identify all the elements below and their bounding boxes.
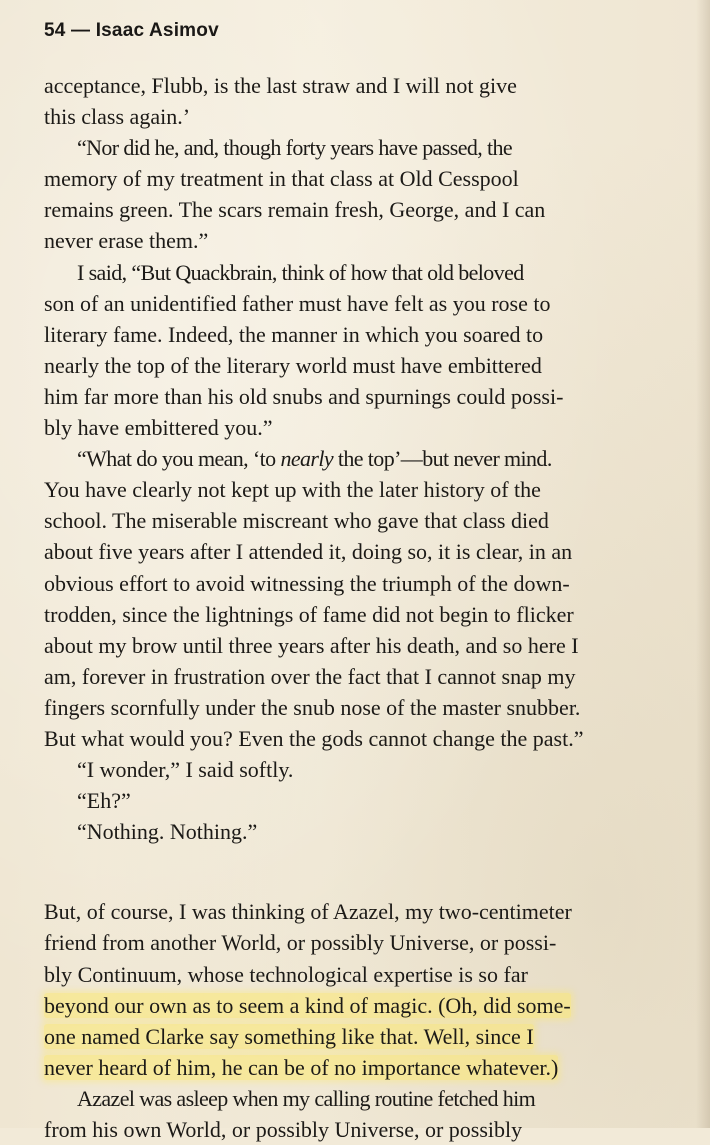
text-line: am, forever in frustration over the fact that I cannot snap my (44, 663, 576, 689)
text-line: Azazel was asleep when my calling routine fetched him (77, 1085, 536, 1111)
text-line: never erase them.” (44, 228, 209, 254)
text-line: from his own World, or possibly Universe, or possibly (44, 1117, 523, 1142)
text-line: about my brow until three years after his death, and so here I (44, 632, 579, 658)
text-line: “What do you mean, ‘to nearly the top’—but never mind. (77, 446, 552, 472)
highlighted-text-line (44, 1021, 664, 1052)
text-line: bly have embittered you.” (44, 415, 273, 441)
text-line: this class again.’ (44, 104, 191, 130)
text-line: him far more than his old snubs and spurnings could possi- (44, 383, 564, 409)
text-line: acceptance, Flubb, is the last straw and I will not give (44, 73, 517, 98)
text-line: school. The miserable miscreant who gave that class died (44, 508, 549, 534)
text-line: remains green. The scars remain fresh, George, and I can (44, 197, 546, 223)
text-line: memory of my treatment in that class at Old Cesspool (44, 166, 519, 192)
text-line: I said, “But Quackbrain, think of how that old beloved (77, 259, 524, 285)
text-line: obvious effort to avoid witnessing the triumph of the down- (44, 570, 570, 596)
section-break (44, 847, 664, 896)
text-line: bly Continuum, whose technological expertise is so far (44, 961, 528, 987)
highlighted-text-line (44, 990, 664, 1021)
text-line: “Eh?” (77, 788, 131, 814)
text-line: But, of course, I was thinking of Azazel, my two-centimeter (44, 899, 572, 925)
text-line: literary fame. Indeed, the manner in which you soared to (44, 321, 544, 347)
text-line: fingers scornfully under the snub nose of the master snubber. (44, 694, 581, 720)
text-line: nearly the top of the literary world must have embittered (44, 352, 542, 378)
text-line: But what would you? Even the gods cannot change the past.” (44, 725, 584, 751)
text-line: “Nor did he, and, though forty years have passed, the (77, 135, 512, 161)
text-line: son of an unidentified father must have felt as you rose to (44, 290, 551, 316)
highlight-mark: one named Clarke say something like that. Well, since I (44, 1023, 534, 1049)
highlight-mark: beyond our own as to seem a kind of magic. (Oh, did some- (44, 992, 571, 1018)
highlighted-text-line (44, 1052, 664, 1083)
text-line: friend from another World, or possibly Universe, or possi- (44, 930, 557, 956)
text-line: about five years after I attended it, doing so, it is clear, in an (44, 539, 573, 565)
text-line: You have clearly not kept up with the later history of the (44, 477, 541, 503)
running-head: 54 — Isaac Asimov (44, 20, 219, 41)
text-line: “I wonder,” I said softly. (77, 757, 294, 783)
text-line: trodden, since the lightnings of fame did not begin to flicker (44, 601, 574, 627)
text-line: “Nothing. Nothing.” (77, 819, 258, 845)
highlight-mark: never heard of him, he can be of no importance whatever.) (44, 1054, 559, 1080)
body-text (44, 70, 664, 1145)
